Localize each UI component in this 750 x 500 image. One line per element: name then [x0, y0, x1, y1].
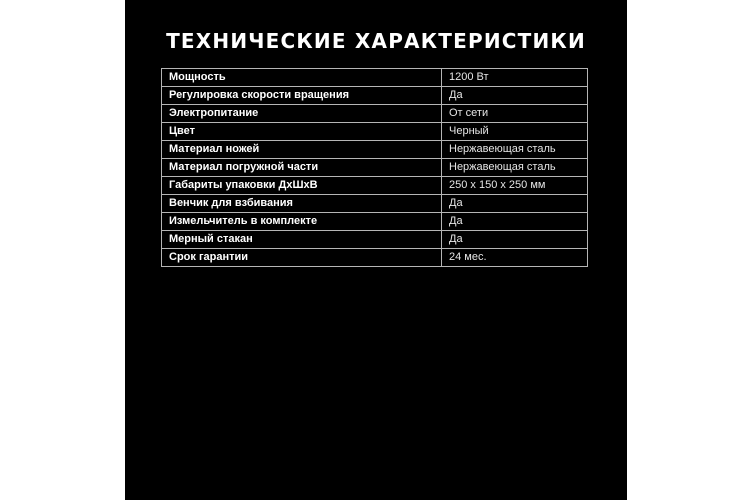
table-row: [162, 231, 588, 249]
spec-value: От сети: [442, 105, 588, 123]
table-row: [162, 87, 588, 105]
spec-value: 250 х 150 х 250 мм: [442, 177, 588, 195]
spec-name: Срок гарантии: [162, 249, 442, 267]
spec-name: Габариты упаковки ДхШхВ: [162, 177, 442, 195]
page-title: ТЕХНИЧЕСКИЕ ХАРАКТЕРИСТИКИ: [166, 29, 586, 53]
table-row: [162, 213, 588, 231]
spec-value: Да: [442, 87, 588, 105]
table-row: [162, 249, 588, 267]
spec-value: 24 мес.: [442, 249, 588, 267]
spec-table: [161, 68, 588, 267]
spec-name: Цвет: [162, 123, 442, 141]
spec-value: 1200 Вт: [442, 69, 588, 87]
table-row: [162, 141, 588, 159]
spec-name: Регулировка скорости вращения: [162, 87, 442, 105]
table-row: [162, 177, 588, 195]
table-row: [162, 123, 588, 141]
spec-value: Нержавеющая сталь: [442, 141, 588, 159]
spec-value: Да: [442, 195, 588, 213]
spec-name: Венчик для взбивания: [162, 195, 442, 213]
spec-value: Нержавеющая сталь: [442, 159, 588, 177]
spec-value: Да: [442, 231, 588, 249]
table-row: [162, 69, 588, 87]
spec-name: Электропитание: [162, 105, 442, 123]
table-row: [162, 195, 588, 213]
table-row: [162, 159, 588, 177]
spec-value: Да: [442, 213, 588, 231]
table-row: [162, 105, 588, 123]
spec-name: Материал ножей: [162, 141, 442, 159]
spec-name: Материал погружной части: [162, 159, 442, 177]
spec-panel: [125, 0, 627, 500]
spec-name: Мощность: [162, 69, 442, 87]
spec-value: Черный: [442, 123, 588, 141]
spec-name: Измельчитель в комплекте: [162, 213, 442, 231]
spec-name: Мерный стакан: [162, 231, 442, 249]
